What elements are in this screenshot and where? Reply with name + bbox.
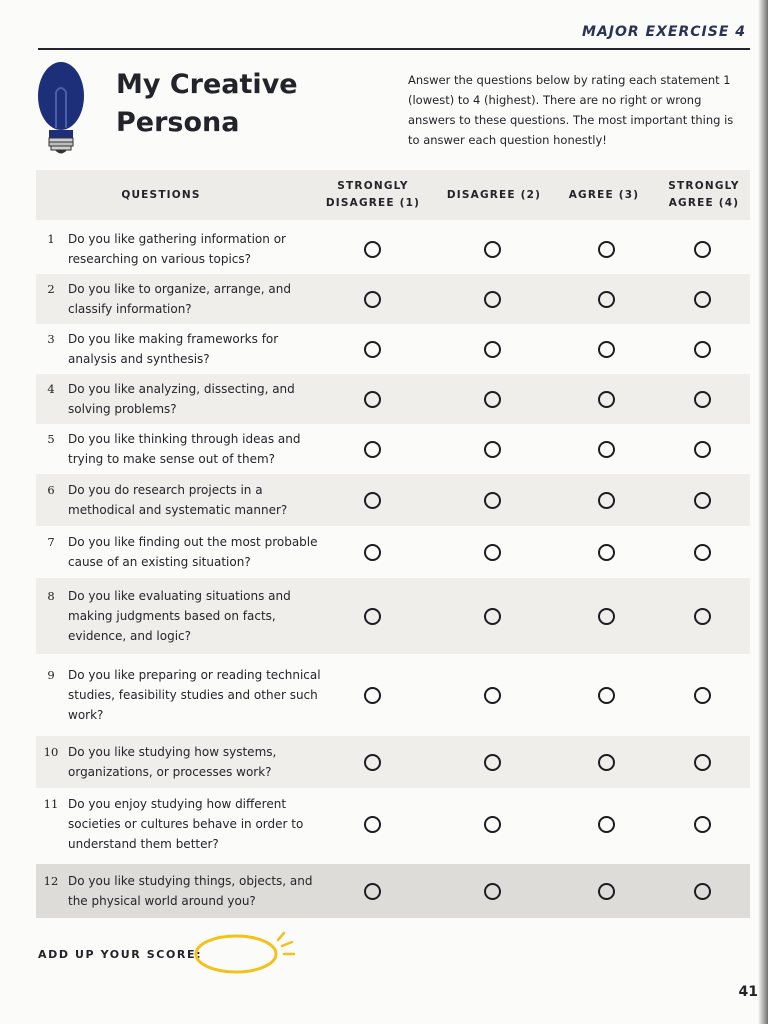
radio-disagree[interactable] [484,687,501,704]
radio-agree[interactable] [598,883,615,900]
page-title [116,66,298,142]
question-number: 11 [43,797,59,811]
question-row-11 [36,788,750,860]
radio-disagree[interactable] [484,754,501,771]
column-header-strongly-agree-line2: AGREE (4) [668,197,740,209]
radio-strongly-agree[interactable] [694,687,711,704]
question-text: Do you like thinking through ideas and trying to make sense out of them? [68,432,301,466]
radio-strongly-agree[interactable] [694,241,711,258]
title-line-1: My Creative [116,69,298,100]
radio-disagree[interactable] [484,608,501,625]
question-number: 7 [47,535,55,549]
radio-disagree[interactable] [484,441,501,458]
radio-strongly-disagree[interactable] [364,391,381,408]
column-header-disagree: DISAGREE (2) [446,188,542,201]
question-number: 2 [47,282,55,296]
radio-disagree[interactable] [484,492,501,509]
radio-agree[interactable] [598,608,615,625]
radio-strongly-disagree[interactable] [364,816,381,833]
question-number: 1 [47,232,55,246]
question-text: Do you like gathering information or researching on various topics? [68,232,286,266]
radio-agree[interactable] [598,492,615,509]
question-row-3 [36,324,750,374]
radio-disagree[interactable] [484,544,501,561]
radio-strongly-agree[interactable] [694,816,711,833]
question-row-9 [36,654,750,736]
question-row-10 [36,736,750,788]
exercise-label: MAJOR EXERCISE 4 [582,24,746,40]
question-row-8 [36,578,750,654]
radio-agree[interactable] [598,341,615,358]
radio-strongly-disagree[interactable] [364,291,381,308]
radio-strongly-agree[interactable] [694,341,711,358]
radio-strongly-disagree[interactable] [364,441,381,458]
column-header-strongly-agree [656,170,752,220]
question-text: Do you like preparing or reading technical studies, feasibility studies and other such work? [68,668,321,722]
radio-agree[interactable] [598,441,615,458]
question-number: 5 [47,432,55,446]
question-text: Do you like studying things, objects, and the physical world around you? [68,874,313,908]
radio-agree[interactable] [598,754,615,771]
question-text: Do you enjoy studying how different societies or cultures behave in order to understand them better? [68,797,304,851]
question-text: Do you like finding out the most probable cause of an existing situation? [68,535,318,569]
radio-agree[interactable] [598,391,615,408]
column-header-questions: QUESTIONS [121,188,201,201]
radio-agree[interactable] [598,816,615,833]
radio-disagree[interactable] [484,341,501,358]
radio-disagree[interactable] [484,816,501,833]
question-row-4 [36,374,750,424]
radio-strongly-agree[interactable] [694,391,711,408]
question-number: 12 [43,874,59,888]
radio-strongly-agree[interactable] [694,608,711,625]
radio-strongly-agree[interactable] [694,754,711,771]
radio-strongly-disagree[interactable] [364,883,381,900]
radio-agree[interactable] [598,544,615,561]
question-row-7 [36,526,750,578]
question-number: 4 [47,382,55,396]
radio-disagree[interactable] [484,883,501,900]
radio-disagree[interactable] [484,291,501,308]
question-row-5 [36,424,750,474]
radio-strongly-disagree[interactable] [364,341,381,358]
question-number: 9 [47,668,55,682]
radio-agree[interactable] [598,291,615,308]
score-input-oval[interactable] [194,928,304,978]
column-header-strongly-disagree-line2: DISAGREE (1) [325,197,421,209]
radio-strongly-agree[interactable] [694,492,711,509]
question-row-6 [36,474,750,526]
question-number: 8 [47,589,55,603]
question-text: Do you like evaluating situations and making judgments based on facts, evidence, and logic? [68,589,291,643]
title-line-2: Persona [116,107,240,138]
question-text: Do you like analyzing, dissecting, and solving problems? [68,382,295,416]
radio-strongly-agree[interactable] [694,441,711,458]
header-divider [38,48,750,50]
radio-strongly-disagree[interactable] [364,544,381,561]
table-header-row [36,170,750,220]
radio-strongly-disagree[interactable] [364,687,381,704]
question-number: 3 [47,332,55,346]
question-row-2 [36,274,750,324]
question-number: 10 [43,745,59,759]
question-text: Do you like making frameworks for analysis and synthesis? [68,332,279,366]
column-header-agree: AGREE (3) [568,188,640,201]
radio-strongly-agree[interactable] [694,883,711,900]
radio-strongly-disagree[interactable] [364,608,381,625]
question-text: Do you like to organize, arrange, and classify information? [68,282,291,316]
column-header-strongly-disagree [321,170,425,220]
column-header-strongly-disagree-line1: STRONGLY [337,180,409,192]
radio-disagree[interactable] [484,391,501,408]
page-edge-shadow [758,0,768,1024]
question-text: Do you like studying how systems, organizations, or processes work? [68,745,277,779]
radio-strongly-disagree[interactable] [364,754,381,771]
radio-strongly-disagree[interactable] [364,241,381,258]
page-number: 41 [738,984,758,1000]
radio-agree[interactable] [598,241,615,258]
lightbulb-icon [36,58,86,158]
radio-strongly-agree[interactable] [694,544,711,561]
radio-strongly-disagree[interactable] [364,492,381,509]
question-text: Do you do research projects in a methodical and systematic manner? [68,483,288,517]
score-label: ADD UP YOUR SCORE: [38,948,203,961]
column-header-strongly-agree-line1: STRONGLY [668,180,740,192]
question-number: 6 [47,483,55,497]
instructions-text: Answer the questions below by rating each statement 1 (lowest) to 4 (highest). There are no right or wrong answers to these questions. The most important thing is to answer each question honestly! [408,73,734,147]
radio-disagree[interactable] [484,241,501,258]
radio-agree[interactable] [598,687,615,704]
question-row-1 [36,224,750,274]
question-row-12 [36,864,750,918]
radio-strongly-agree[interactable] [694,291,711,308]
